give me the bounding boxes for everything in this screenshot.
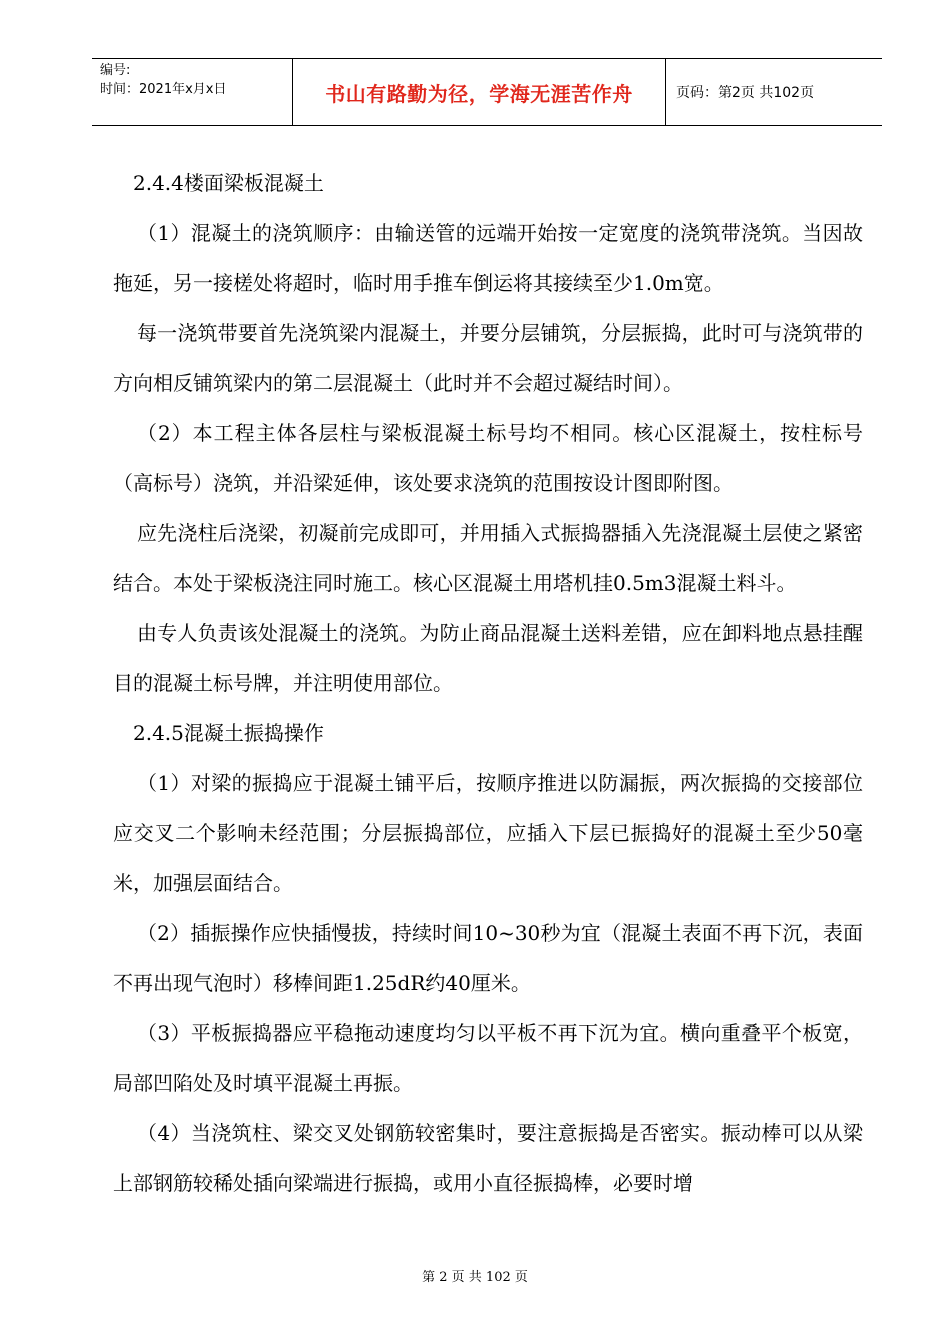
page-footer: 第 2 页 共 102 页 xyxy=(422,1270,528,1285)
paragraph: 每一浇筑带要首先浇筑梁内混凝土，并要分层铺筑，分层振捣，此时可与浇筑带的方向相反铺筑梁内的第二层混凝土（此时并不会超过凝结时间）。 xyxy=(113,321,863,395)
document-date: 时间：2021年x月x日 xyxy=(100,82,227,97)
header-motto: 书山有路勤为径，学海无涯苦作舟 xyxy=(293,59,666,125)
paragraph: （2）本工程主体各层柱与梁板混凝土标号均不相同。核心区混凝土，按柱标号（高标号）浇筑，并沿梁延伸，该处要求浇筑的范围按设计图即附图。 xyxy=(113,421,863,495)
section-heading: 2.4.4楼面梁板混凝土 xyxy=(133,171,324,195)
paragraph: （4）当浇筑柱、梁交叉处钢筋较密集时，要注意振捣是否密实。振动棒可以从梁上部钢筋较稀处插向梁端进行振捣，或用小直径振捣棒，必要时增 xyxy=(113,1121,863,1195)
document-number-label: 编号: xyxy=(100,63,131,78)
paragraph: （1）混凝土的浇筑顺序：由输送管的远端开始按一定宽度的浇筑带浇筑。当因故拖延，另一接槎处将超时，临时用手推车倒运将其接续至少1.0m宽。 xyxy=(113,221,863,295)
paragraph: 应先浇柱后浇梁，初凝前完成即可，并用插入式振捣器插入先浇混凝土层使之紧密结合。本处于梁板浇注同时施工。核心区混凝土用塔机挂0.5m3混凝土料斗。 xyxy=(113,521,863,595)
paragraph: （1）对梁的振捣应于混凝土铺平后，按顺序推进以防漏振，两次振捣的交接部位应交叉二个影响未经范围；分层振捣部位，应插入下层已振捣好的混凝土至少50毫米，加强层面结合。 xyxy=(113,771,863,895)
header-meta xyxy=(92,59,293,125)
paragraph: （3）平板振捣器应平稳拖动速度均匀以平板不再下沉为宜。横向重叠平个板宽，局部凹陷处及时填平混凝土再振。 xyxy=(113,1021,863,1095)
document-body xyxy=(113,158,863,1208)
page-header xyxy=(92,58,882,126)
header-page-info: 页码：第2页 共102页 xyxy=(676,85,815,101)
section-heading: 2.4.5混凝土振捣操作 xyxy=(133,721,324,745)
paragraph: （2）插振操作应快插慢拔，持续时间10~30秒为宜（混凝土表面不再下沉，表面不再出现气泡时）移棒间距1.25dR约40厘米。 xyxy=(113,921,863,995)
paragraph: 由专人负责该处混凝土的浇筑。为防止商品混凝土送料差错，应在卸料地点悬挂醒目的混凝土标号牌，并注明使用部位。 xyxy=(113,621,863,695)
